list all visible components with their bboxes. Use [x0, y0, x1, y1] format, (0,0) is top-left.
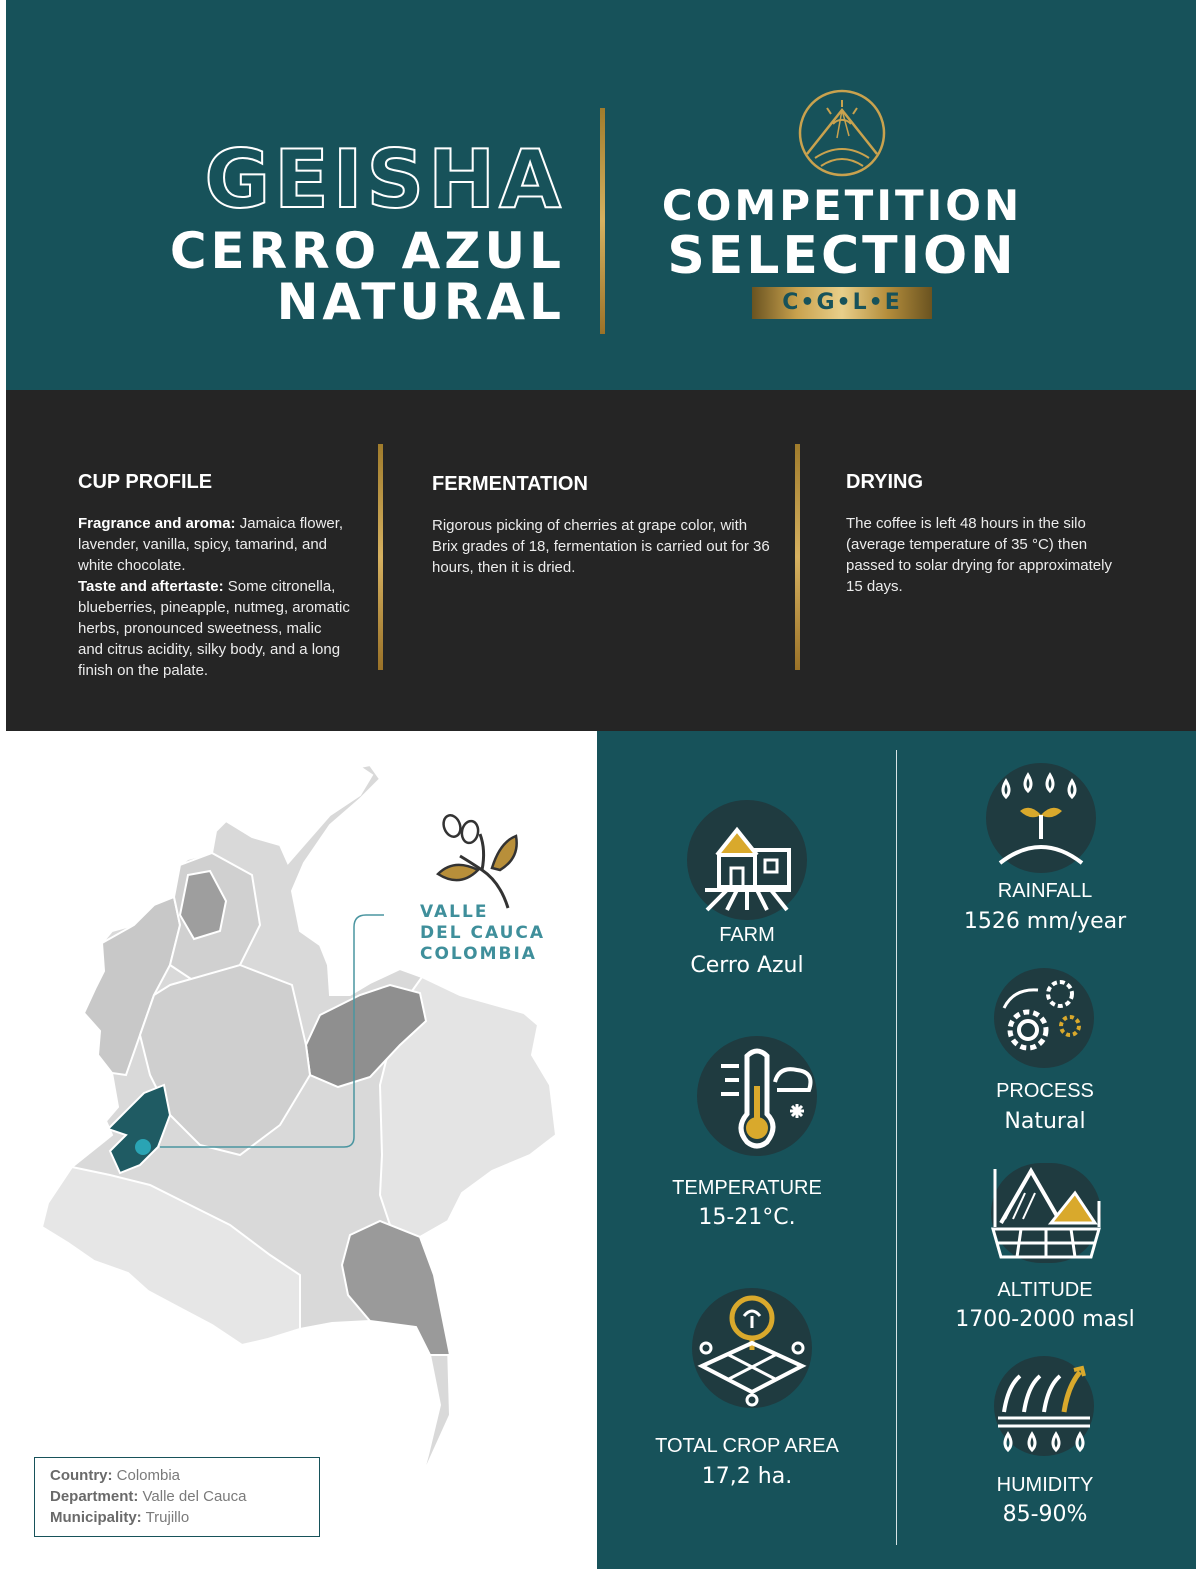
mountain-logo-icon: [797, 88, 887, 178]
farm-barn-icon: [687, 800, 807, 920]
humidity-icon: [994, 1356, 1094, 1456]
department-guaviare: [342, 1221, 450, 1355]
location-municipality: Municipality: Trujillo: [50, 1509, 190, 1526]
cup-profile-text: [78, 513, 350, 681]
rainfall-label: RAINFALL: [997, 880, 1093, 902]
humidity-label: HUMIDITY: [996, 1474, 1094, 1496]
farm-label: FARM: [719, 924, 775, 946]
drying-title: DRYING: [846, 471, 924, 493]
crop-area-icon-circle: [692, 1288, 812, 1408]
humidity-value: 85-90%: [1002, 1502, 1088, 1527]
taste-label: Taste and aftertaste:: [78, 578, 224, 595]
temperature-value: 15-21°C.: [698, 1205, 796, 1230]
gears-icon: [994, 968, 1094, 1068]
thermometer-icon: [697, 1036, 817, 1156]
crop-area-map-icon: [692, 1288, 812, 1408]
title-cerro-azul: CERRO AZUL: [169, 222, 565, 280]
fragrance-label: Fragrance and aroma:: [78, 515, 236, 532]
process-label: PROCESS: [996, 1080, 1094, 1102]
band-divider-1: [378, 444, 383, 670]
fermentation-text: Rigorous picking of cherries at grape color, with Brix grades of 18, fermentation is carried out for 36 hours, then it is dried.: [432, 517, 770, 576]
cgle-badge: C•G•L•E: [752, 287, 932, 319]
region-del-cauca: DEL CAUCA: [420, 923, 546, 943]
coffee-branch-icon: [430, 812, 520, 912]
mountain-altitude-icon: [991, 1163, 1101, 1263]
facts-divider: [896, 750, 897, 1545]
process-value: Natural: [1004, 1109, 1086, 1134]
location-country: Country: Colombia: [50, 1467, 181, 1484]
badge-competition: COMPETITION: [661, 181, 1023, 230]
fragrance-text: Jamaica flower, lavender, vanilla, spicy, tamarind, and white chocolate.: [78, 515, 344, 574]
cup-profile-title: CUP PROFILE: [78, 471, 213, 493]
rain-sprout-icon: [986, 763, 1096, 873]
crop-area-value: 17,2 ha.: [701, 1464, 793, 1489]
rainfall-value: 1526 mm/year: [963, 909, 1127, 934]
title-geisha: GEISHA: [204, 133, 565, 226]
altitude-label: ALTITUDE: [997, 1279, 1093, 1301]
band-divider-2: [795, 444, 800, 670]
altitude-value: 1700-2000 masl: [955, 1307, 1135, 1332]
region-valle: VALLE: [420, 902, 489, 922]
farm-icon-circle: [687, 800, 807, 920]
farm-value: Cerro Azul: [690, 953, 804, 978]
temperature-label: TEMPERATURE: [672, 1177, 822, 1199]
location-box: [34, 1457, 320, 1537]
crop-area-label: TOTAL CROP AREA: [655, 1435, 839, 1457]
humidity-icon-circle: [994, 1356, 1094, 1456]
region-colombia: COLOMBIA: [420, 944, 537, 964]
header-divider: [600, 108, 605, 334]
drying-text: The coffee is left 48 hours in the silo (average temperature of 35 °C) then passed to solar drying for approximately 15 days.: [846, 515, 1112, 595]
location-department: Department: Valle del Cauca: [50, 1488, 247, 1505]
badge-selection: SELECTION: [667, 226, 1017, 286]
taste-text: Some citronella, blueberries, pineapple, nutmeg, aromatic herbs, pronounced sweetness, malic and citrus acidity, silky body, and a long finish on the palate.: [78, 578, 350, 679]
fermentation-title: FERMENTATION: [432, 473, 588, 495]
rainfall-icon-circle: [986, 763, 1096, 873]
altitude-icon-circle: [991, 1163, 1101, 1263]
process-icon-circle: [994, 968, 1094, 1068]
trujillo-marker: [135, 1139, 151, 1155]
temperature-icon-circle: [697, 1036, 817, 1156]
title-natural: NATURAL: [276, 273, 565, 331]
